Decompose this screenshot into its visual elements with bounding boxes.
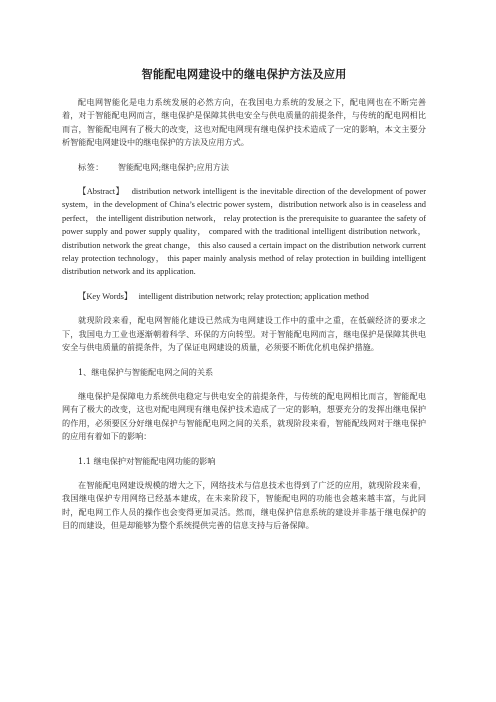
keywords-en-label: 【Key Words】 — [78, 291, 133, 301]
keywords-cn-text: 智能配电网;继电保护;应用方法 — [117, 161, 229, 172]
abstract-en-text: distribution network intelligent is the inevitable direction of the development of power system，in the development of China’s electric power system，distribution network also is in ceaseless and perfect， the intelligent distribution network， relay protection is the prerequisite to guarantee the safety of power supply and power supply quality， compared with the traditional intelligent distribution network，distribution network the great change， this also caused a certain impact on the distribution network current relay protection technology， this paper mainly analysis method of relay protection in building intelligent distribution network and its application. — [62, 187, 427, 277]
section-1-1-body: 在智能配电网建设规模的增大之下，网络技术与信息技术也得到了广泛的应用，就现阶段来看，我国继电保护专用网络已经基本建成，在未来阶段下，智能配电网的功能也会越来越丰富，与此同时，配电网工作人员的操作也会变得更加灵活。然而，继电保护信息系统的建设并非基于继电保护的目的而建设，但是却能够为整个系统提供完善的信息支持与后备保障。 — [62, 479, 426, 531]
section-1-1-heading: 1.1 继电保护对智能配电网功能的影响 — [78, 455, 216, 466]
abstract-en — [62, 185, 426, 279]
keywords-cn-label: 标签： — [78, 161, 104, 172]
section-1-heading: 1、继电保护与智能配电网之间的关系 — [78, 366, 214, 377]
keywords-en-text: intelligent distribution network; relay protection; application method — [138, 291, 369, 301]
article-body — [62, 66, 426, 533]
abstract-en-label: 【Abstract】 — [78, 187, 125, 197]
keywords-cn — [62, 161, 426, 174]
section-1-body: 继电保护是保障电力系统供电稳定与供电安全的前提条件，与传统的配电网相比而言，智能配电网有了极大的改变，这也对配电网现有继电保护技术造成了一定的影响，想要充分的发挥出继电保护的作用，必须要区分好继电保护与智能配电网之间的关系，就现阶段来看，智能配线网对于继电保护的应用有着如下的影响： — [62, 390, 426, 442]
abstract-cn: 配电网智能化是电力系统发展的必然方向，在我国电力系统的发展之下，配电网也在不断完善着，对于智能配电网而言，继电保护是保障其供电安全与供电质量的前提条件，与传统的配电网相比而言，智能配电网有了极大的改变，这也对配电网现有继电保护技术造成了一定的影响，本文主要分析智能配电网建设中的继电保护的方法及应用方式。 — [62, 97, 426, 148]
keywords-en — [62, 290, 426, 303]
intro-paragraph: 就现阶段来看，配电网智能化建设已然成为电网建设工作中的重中之重，在低碳经济的要求之下，我国电力工业也逐渐朝着科学、环保的方向转型。对于智能配电网而言，继电保护是保障其供电安全与供电质量的前提条件，为了保证电网建设的质量，必须要不断优化机电保护措施。 — [62, 315, 426, 353]
document-title: 智能配电网建设中的继电保护方法及应用 — [141, 68, 347, 81]
